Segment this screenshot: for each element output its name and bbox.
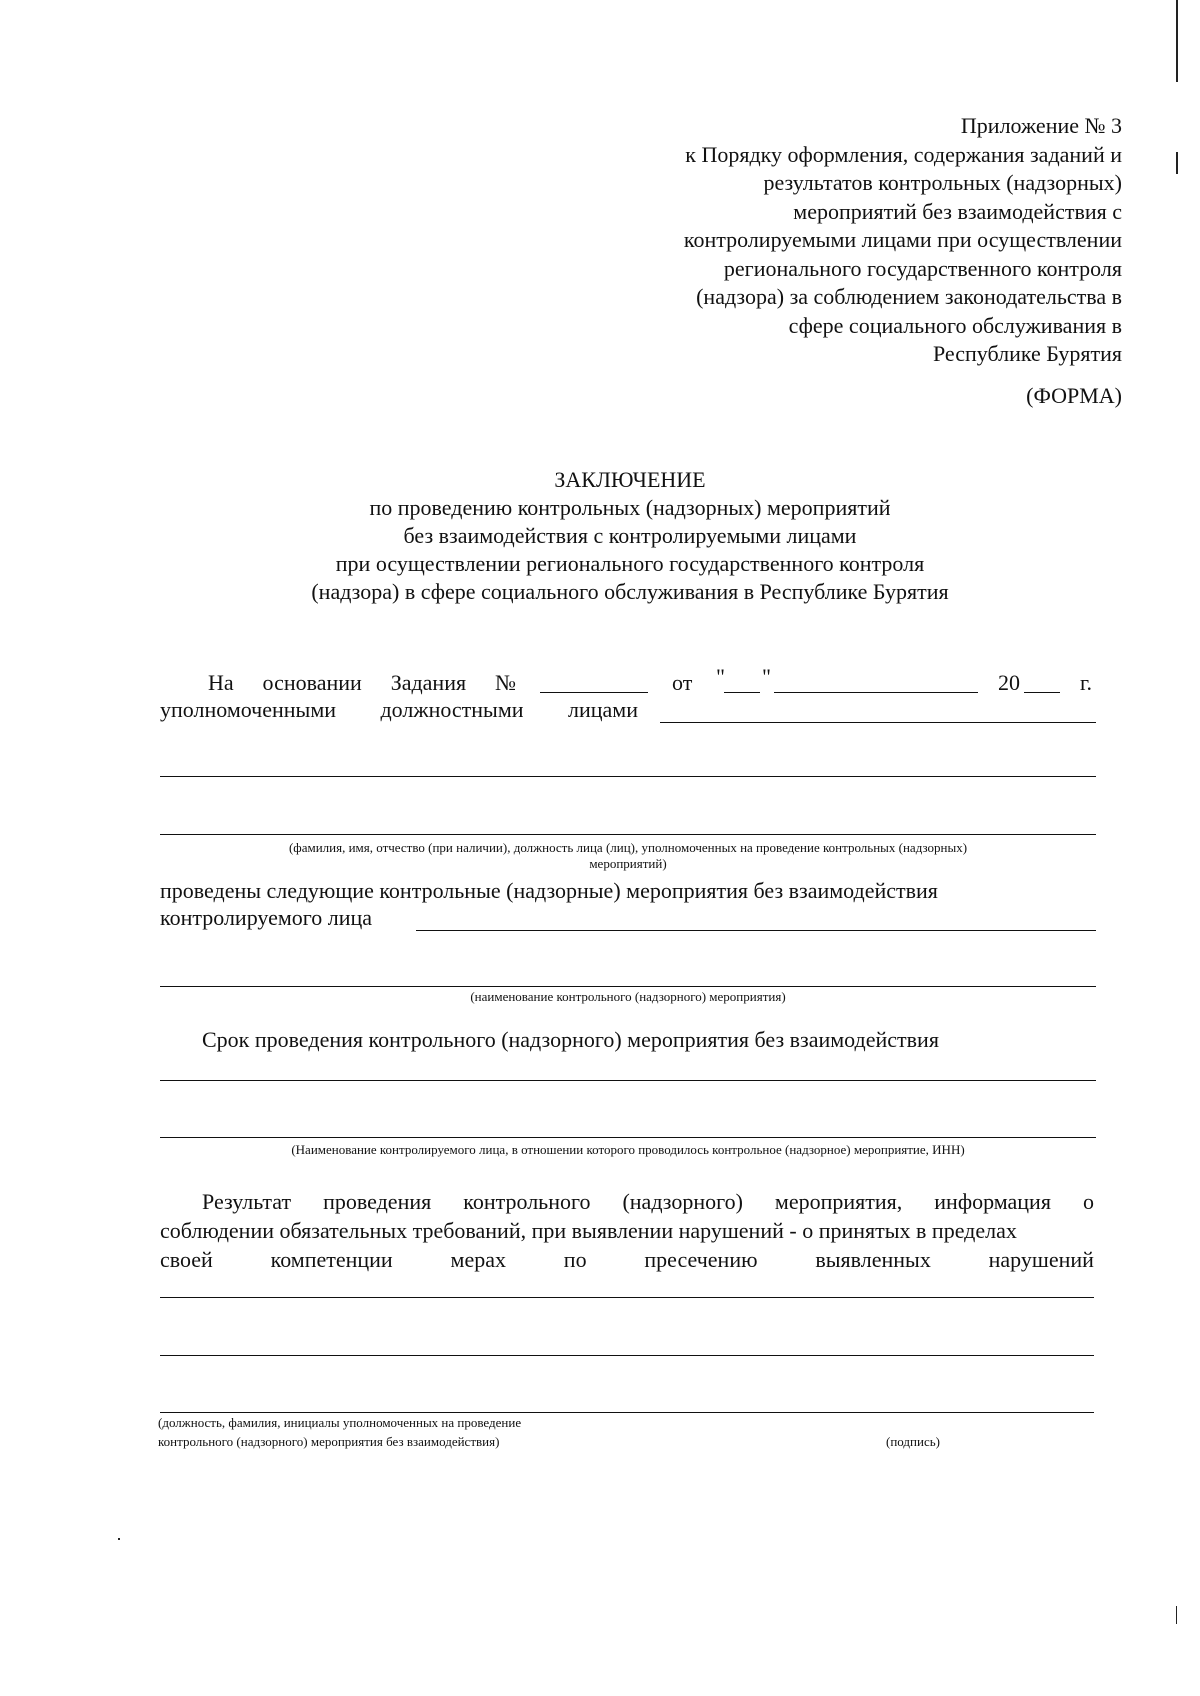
officials-word: должностными bbox=[380, 697, 524, 722]
result-word: компетенции bbox=[270, 1247, 393, 1272]
officials-word: уполномоченными bbox=[160, 697, 337, 722]
year-prefix: 20 bbox=[998, 670, 1020, 695]
result-field-line[interactable] bbox=[160, 1355, 1094, 1356]
caption-signature: (подпись) bbox=[886, 1434, 940, 1449]
quote-open: " bbox=[716, 664, 725, 689]
result-word: по bbox=[563, 1247, 587, 1272]
result-line-2: соблюдении обязательных требований, при выявлении нарушений - о принятых в пределах bbox=[160, 1218, 1017, 1243]
appendix-line: контролируемыми лицами при осуществлении bbox=[683, 227, 1122, 252]
result-word: мерах bbox=[450, 1247, 506, 1272]
result-word: мероприятия, bbox=[774, 1189, 903, 1214]
caption-signatory bbox=[158, 1413, 521, 1451]
scan-edge-mark bbox=[1176, 152, 1178, 174]
officials-word: лицами bbox=[567, 697, 638, 722]
appendix-line: Республике Бурятия bbox=[932, 341, 1122, 366]
basis-word: Задания bbox=[390, 670, 467, 695]
appendix-line: Приложение № 3 bbox=[960, 113, 1122, 138]
result-word: (надзорного) bbox=[622, 1189, 743, 1214]
term-field[interactable] bbox=[160, 1080, 1096, 1081]
appendix-block bbox=[684, 112, 1122, 369]
year-field[interactable] bbox=[1024, 692, 1060, 693]
term-label: Срок проведения контрольного (надзорного) мероприятия без взаимодействия bbox=[202, 1027, 939, 1052]
officials-field[interactable] bbox=[660, 722, 1096, 723]
appendix-line: сфере социального обслуживания в bbox=[788, 312, 1122, 338]
title-line: по проведению контрольных (надзорных) мероприятий bbox=[369, 495, 891, 520]
caption-controlled-person: (Наименование контролируемого лица, в отношении которого проводилось контрольное (надзорное) мероприятие, ИНН) bbox=[291, 1142, 965, 1157]
officials-field-line[interactable] bbox=[160, 834, 1096, 835]
result-field-line[interactable] bbox=[160, 1297, 1094, 1298]
caption-event-name: (наименование контрольного (надзорного) мероприятия) bbox=[470, 989, 786, 1004]
result-word: о bbox=[1082, 1189, 1094, 1214]
result-word: Результат bbox=[202, 1189, 292, 1214]
conducted-line: проведены следующие контрольные (надзорные) мероприятия без взаимодействия bbox=[160, 878, 938, 903]
officials-words bbox=[160, 697, 638, 723]
scan-speck bbox=[118, 1538, 120, 1540]
quote-close: " bbox=[762, 664, 771, 689]
title-line: при осуществлении регионального государственного контроля bbox=[335, 551, 925, 576]
result-word: выявленных bbox=[815, 1247, 931, 1272]
basis-word: На bbox=[208, 670, 234, 695]
month-field[interactable] bbox=[774, 692, 978, 693]
caption-line: контрольного (надзорного) мероприятия без взаимодействия) bbox=[158, 1434, 500, 1449]
officials-field-line[interactable] bbox=[160, 776, 1096, 777]
caption-line: мероприятий) bbox=[589, 856, 667, 871]
day-field[interactable] bbox=[724, 692, 760, 693]
caption-line: (должность, фамилия, инициалы уполномоченных на проведение bbox=[158, 1415, 522, 1430]
title-heading: ЗАКЛЮЧЕНИЕ bbox=[554, 467, 706, 492]
result-line-3 bbox=[160, 1247, 1094, 1273]
caption-officials bbox=[160, 840, 1096, 872]
result-word: нарушений bbox=[988, 1247, 1094, 1272]
appendix-line: к Порядку оформления, содержания заданий и bbox=[685, 141, 1122, 167]
result-line-1 bbox=[202, 1189, 1094, 1215]
appendix-line: (надзора) за соблюдением законодательства в bbox=[696, 284, 1122, 309]
appendix-line: мероприятий без взаимодействия с bbox=[793, 198, 1122, 224]
title-line: без взаимодействия с контролируемыми лицами bbox=[403, 523, 857, 548]
date-from-label: от bbox=[672, 670, 693, 695]
result-word: проведения bbox=[323, 1189, 432, 1214]
result-word: своей bbox=[160, 1247, 213, 1272]
appendix-line: регионального государственного контроля bbox=[723, 255, 1122, 281]
controlled-person-field[interactable] bbox=[416, 930, 1096, 931]
document-title bbox=[0, 466, 1200, 606]
basis-word: основании bbox=[262, 670, 362, 695]
form-mark: (ФОРМА) bbox=[1026, 383, 1122, 408]
basis-word: № bbox=[494, 670, 516, 695]
conducted-line: контролируемого лица bbox=[160, 905, 373, 930]
controlled-person-name-field[interactable] bbox=[160, 1137, 1096, 1138]
result-word: пресечению bbox=[644, 1247, 758, 1272]
result-word: информация bbox=[934, 1189, 1051, 1214]
result-word: контрольного bbox=[463, 1189, 591, 1214]
event-name-field[interactable] bbox=[160, 986, 1096, 987]
caption-line: (фамилия, имя, отчество (при наличии), должность лица (лиц), уполномоченных на проведение контрольных (надзорных) bbox=[288, 840, 968, 855]
scan-edge-mark bbox=[1176, 1606, 1177, 1624]
basis-words bbox=[208, 670, 516, 696]
appendix-line: результатов контрольных (надзорных) bbox=[763, 170, 1122, 195]
scan-edge-line bbox=[1176, 0, 1178, 82]
title-line: (надзора) в сфере социального обслуживания в Республике Бурятия bbox=[311, 579, 949, 604]
task-number-field[interactable] bbox=[540, 692, 648, 693]
year-suffix: г. bbox=[1080, 670, 1093, 695]
